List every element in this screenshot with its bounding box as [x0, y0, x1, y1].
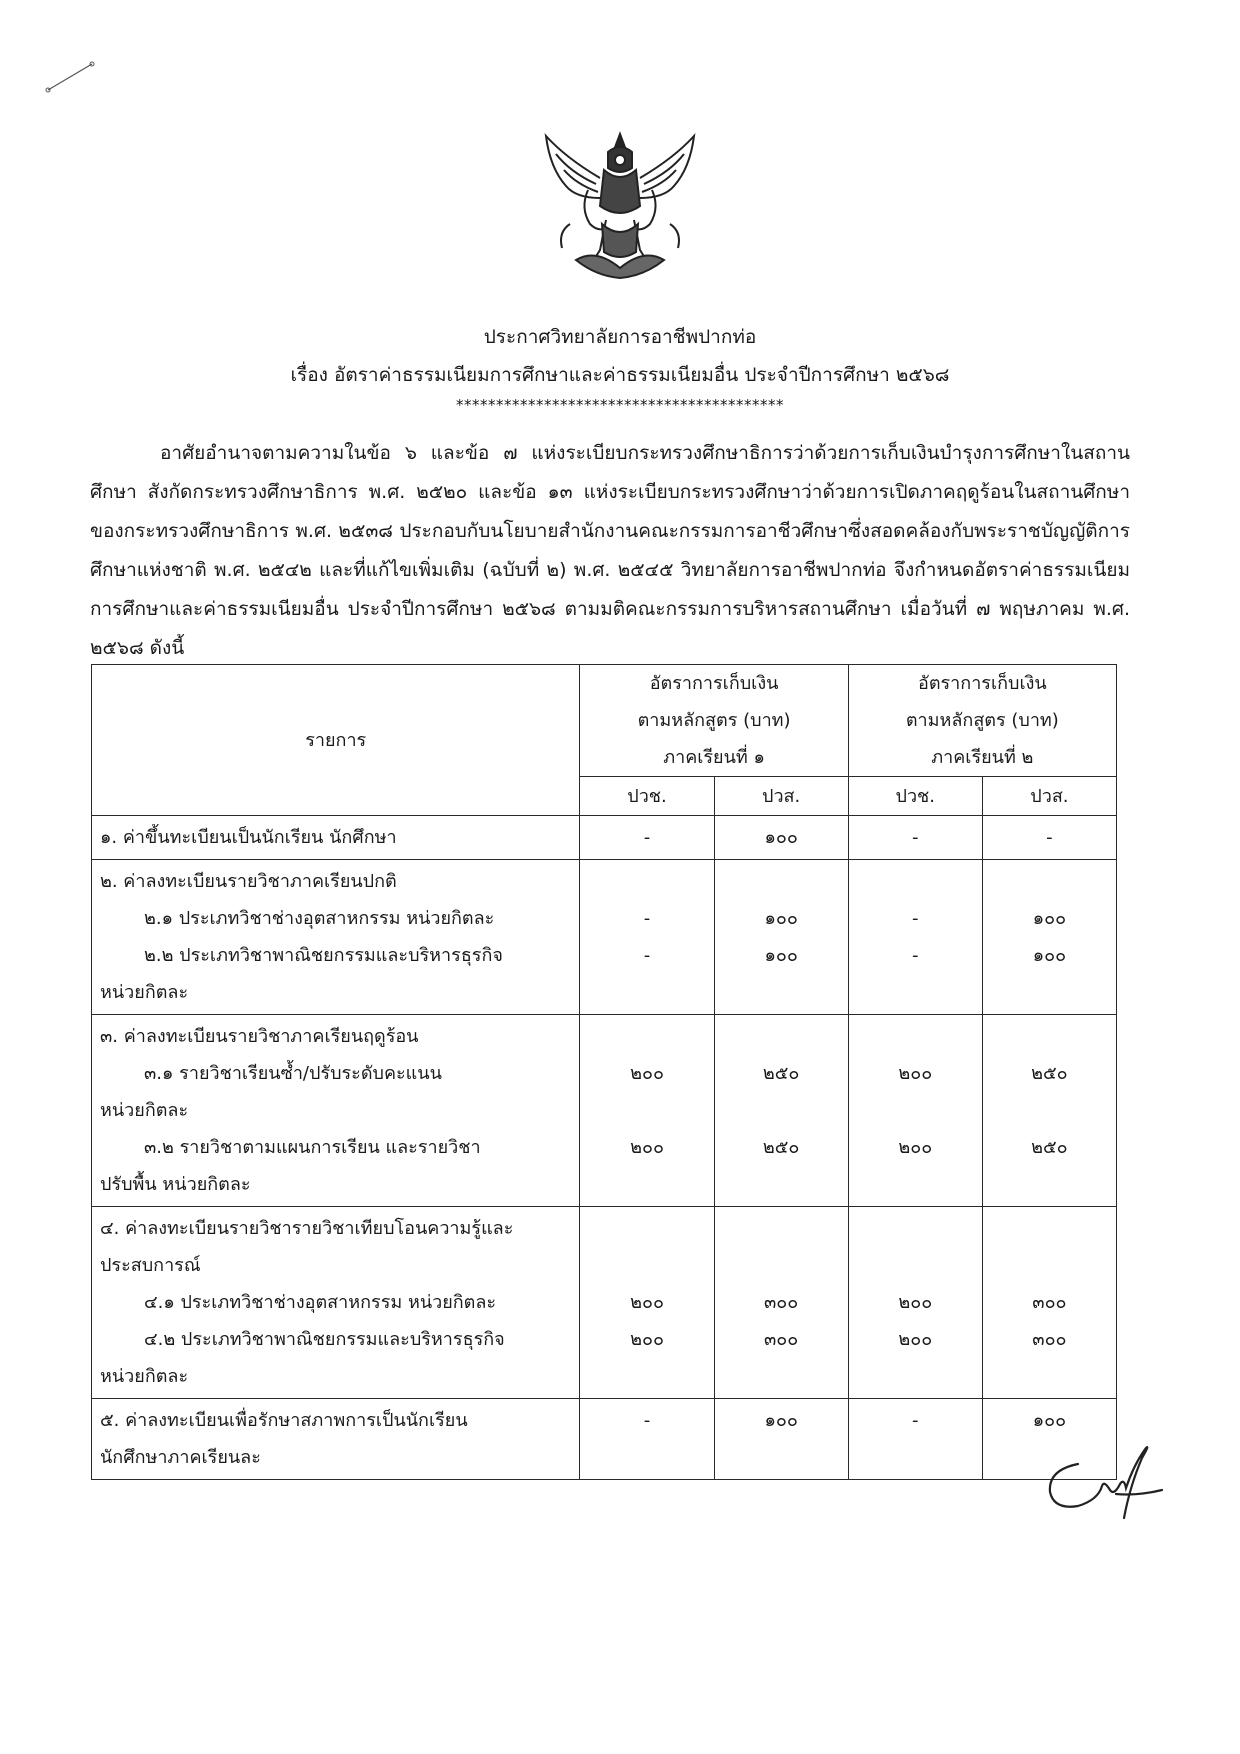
fee-value: ๒๐๐: [630, 1063, 664, 1084]
body-text: อาศัยอำนาจตามความในข้อ ๖ และข้อ ๗ แห่งระเบียบกระทรวงศึกษาธิการว่าด้วยการเก็บเงินบำรุงการศึกษาในสถานศึกษา สังกัดกระทรวงศึกษาธิการ พ.ศ. ๒๕๒๐ และข้อ ๑๓ แห่งระเบียบกระทรวงศึกษาว่าด้วยการเปิดภาคฤดูร้อนในสถานศึกษาของกระทรวงศึกษาธิการ พ.ศ. ๒๕๓๘ ประกอบกับนโยบายสำนักงานคณะกรรมการอาชีวศึกษาซึ่งสอดคล้องกับพระราชบัญญัติการศึกษาแห่งชาติ พ.ศ. ๒๕๔๒ และที่แก้ไขเพิ่มเติม (ฉบับที่ ๒) พ.ศ. ๒๕๔๕ วิทยาลัยการอาชีพปากท่อ จึงกำหนดอัตราค่าธรรมเนียมการศึกษาและค่าธรรมเนียมอื่น ประจำปีการศึกษา ๒๕๖๘ ตามมติคณะกรรมการบริหารสถานศึกษา เมื่อวันที่ ๗ พฤษภาคม พ.ศ. ๒๕๖๘ ดังนี้: [90, 442, 1130, 659]
handwritten-signature: [1038, 1434, 1168, 1524]
sub-row-label-cont: หน่วยกิตละ: [100, 1100, 189, 1121]
fee-value: ๒๕๐: [762, 1137, 800, 1158]
column-header-item: รายการ: [92, 665, 580, 816]
fee-value: -: [643, 1410, 651, 1431]
fee-value: ๑๐๐: [764, 908, 798, 929]
fee-value: -: [912, 908, 919, 929]
fee-value: -: [912, 945, 919, 966]
column-header-semester-1: อัตราการเก็บเงิน ตามหลักสูตร (บาท) ภาคเรียนที่ ๑: [580, 665, 848, 777]
fee-value: ๒๐๐: [898, 1063, 933, 1084]
row-label: ๒. ค่าลงทะเบียนรายวิชาภาคเรียนปกติ: [100, 871, 397, 892]
fee-value: ๓๐๐: [764, 1292, 799, 1313]
announcement-subject: เรื่อง อัตราค่าธรรมเนียมการศึกษาและค่าธรรมเนียมอื่น ประจำปีการศึกษา ๒๕๖๘: [290, 364, 950, 386]
fee-value: ๒๐๐: [630, 1329, 664, 1350]
fee-value: ๒๕๐: [1031, 1137, 1068, 1158]
fee-value: ๒๐๐: [898, 1292, 933, 1313]
row-label: ๕. ค่าลงทะเบียนเพื่อรักษาสภาพการเป็นนักเรียน: [100, 1410, 468, 1431]
garuda-emblem-icon: [536, 128, 704, 280]
fee-value: ๓๐๐: [1032, 1329, 1067, 1350]
fee-value: ๑๐๐: [1032, 908, 1067, 929]
fee-value: ๑๐๐: [1032, 1410, 1067, 1431]
sub-row-label: ๔.๒ ประเภทวิชาพาณิชยกรรมและบริหารธุรกิจ: [144, 1329, 505, 1350]
fee-value: ๒๐๐: [898, 1137, 933, 1158]
sub-row-label: ๓.๑ รายวิชาเรียนซ้ำ/ปรับระดับคะแนน: [144, 1063, 442, 1084]
row-label: ๔. ค่าลงทะเบียนรายวิชารายวิชาเทียบโอนความรู้และ: [100, 1218, 514, 1239]
subheader-vc-sem2: ปวช.: [848, 777, 982, 816]
announcement-title: ประกาศวิทยาลัยการอาชีพปากท่อ: [483, 326, 757, 348]
fee-value: -: [643, 827, 651, 848]
body-paragraph: [90, 434, 1130, 668]
table-row: [92, 1399, 1117, 1480]
sub-row-label: ๔.๑ ประเภทวิชาช่างอุตสาหกรรม หน่วยกิตละ: [144, 1292, 497, 1313]
fee-value: ๑๐๐: [764, 945, 798, 966]
sub-row-label: ๒.๑ ประเภทวิชาช่างอุตสาหกรรม หน่วยกิตละ: [144, 908, 495, 929]
scan-mark: [40, 56, 100, 96]
table-row: [92, 1207, 1117, 1399]
fee-value: -: [1046, 827, 1053, 848]
fee-value: ๒๕๐: [1031, 1063, 1068, 1084]
table-row: [92, 1015, 1117, 1207]
fee-value: ๓๐๐: [764, 1329, 799, 1350]
sub-row-label-cont: ปรับพื้น หน่วยกิตละ: [100, 1174, 251, 1195]
table-row: [92, 860, 1117, 1015]
fee-value: ๒๕๐: [762, 1063, 800, 1084]
fee-table: [91, 664, 1117, 1480]
sub-row-label: ๓.๒ รายวิชาตามแผนการเรียน และรายวิชา: [144, 1137, 481, 1158]
subheader-vc-sem1: ปวช.: [580, 777, 714, 816]
fee-value: ๒๐๐: [630, 1137, 664, 1158]
fee-value: ๑๐๐: [764, 1410, 798, 1431]
sub-row-label-cont: หน่วยกิตละ: [100, 1366, 189, 1387]
fee-value: -: [912, 827, 919, 848]
fee-value: -: [912, 1410, 919, 1431]
sub-row-label: ๒.๒ ประเภทวิชาพาณิชยกรรมและบริหารธุรกิจ: [144, 945, 503, 966]
column-header-semester-2: อัตราการเก็บเงิน ตามหลักสูตร (บาท) ภาคเรียนที่ ๒: [848, 665, 1116, 777]
subheader-hvc-sem2: ปวส.: [982, 777, 1116, 816]
row-label: ๑. ค่าขึ้นทะเบียนเป็นนักเรียน นักศึกษา: [100, 827, 397, 848]
row-label-cont: ประสบการณ์: [100, 1255, 201, 1276]
row-label-cont: นักศึกษาภาคเรียนละ: [100, 1447, 261, 1468]
table-row: [92, 816, 1117, 860]
subheader-hvc-sem1: ปวส.: [714, 777, 848, 816]
separator-line: *****************************************: [456, 396, 784, 414]
row-label: ๓. ค่าลงทะเบียนรายวิชาภาคเรียนฤดูร้อน: [100, 1026, 419, 1047]
fee-value: ๒๐๐: [898, 1329, 933, 1350]
fee-value: -: [643, 945, 651, 966]
fee-value: ๓๐๐: [1032, 1292, 1067, 1313]
fee-value: ๑๐๐: [1032, 945, 1067, 966]
fee-value: -: [643, 908, 651, 929]
fee-value: ๑๐๐: [764, 827, 798, 848]
fee-value: ๒๐๐: [630, 1292, 664, 1313]
sub-row-label-cont: หน่วยกิตละ: [100, 982, 189, 1003]
